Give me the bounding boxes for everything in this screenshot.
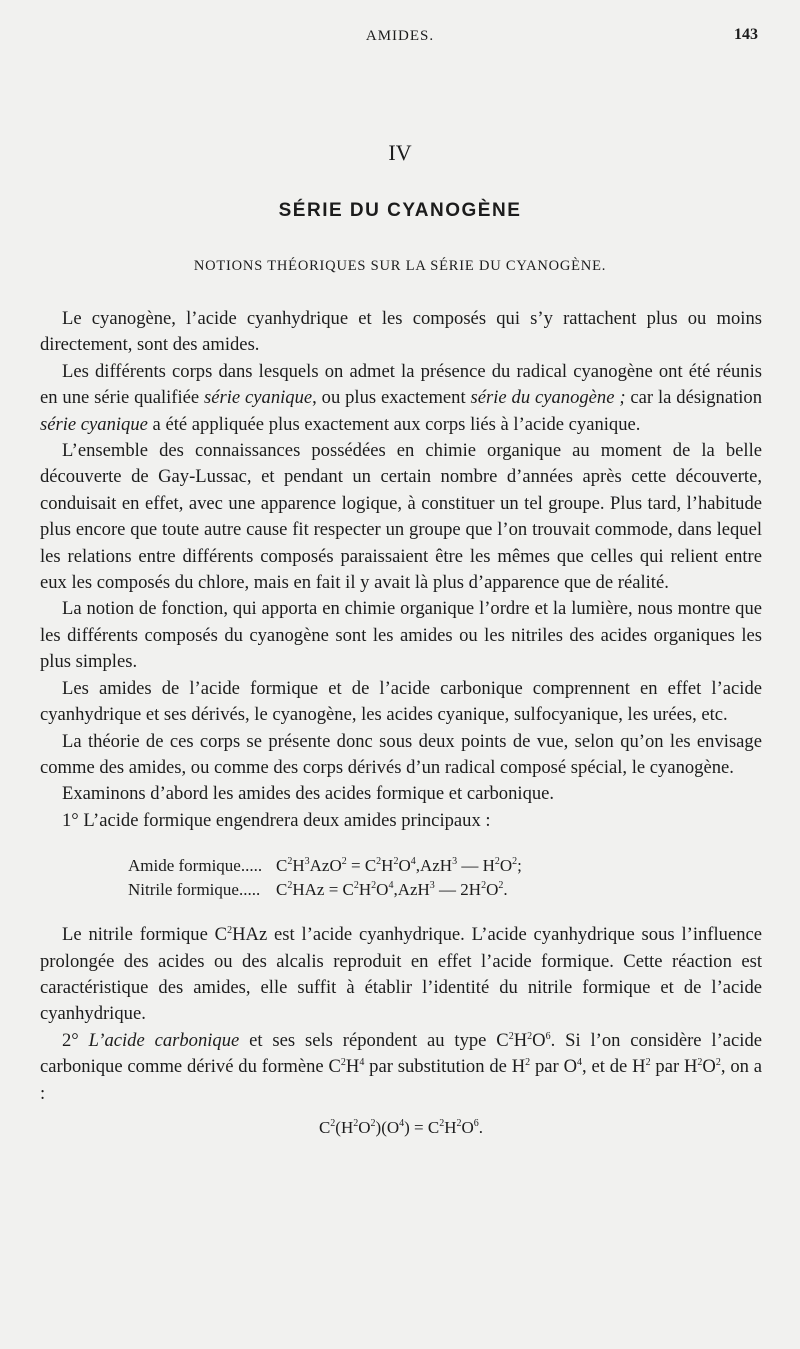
formula-label: Nitrile formique..... xyxy=(128,880,261,900)
paragraph: Examinons d’abord les amides des acides formique et carbonique. xyxy=(62,783,555,805)
paragraph: La notion de fonction, qui apporta en chimie organique l’ordre et la lumière, nous montre que les différents composés du cyanogène sont les amides ou les nitriles des acides organiques les plus simples. xyxy=(40,598,762,673)
body-text xyxy=(40,306,762,1141)
page-number: 143 xyxy=(734,26,758,43)
paragraph: La théorie de ces corps se présente donc sous deux points de vue, selon qu’on les envisage comme des amides, ou comme des corps dérivés d’un radical composé spécial, le cyanogène. xyxy=(40,730,762,778)
paragraph: 2° L’acide carbonique et ses sels répondent au type $C^2H^2O^6$. Si l’on considère l’acide carbonique comme dérivé du formène $C^2H^4$ par substitution de $H^2$ par $O^4$, et de $H^2$ par $H^2O^2$, on a : xyxy=(40,1029,763,1104)
formula-row xyxy=(128,854,762,878)
chapter-title: SÉRIE DU CYANOGÈNE xyxy=(278,200,522,221)
equation: $C^2(H^2O^2)(O^4) = C^2H^2O^6$. xyxy=(318,1117,484,1137)
paragraph: Les amides de l’acide formique et de l’acide carbonique comprennent en effet l’acide cyanhydrique et ses dérivés, le cyanogène, les acides cyanique, sulfocyanique, les urées, etc. xyxy=(40,677,762,726)
formula-row xyxy=(128,878,762,902)
paragraph: Le cyanogène, l’acide cyanhydrique et les composés qui s’y rattachent plus ou moins directement, sont des amides. xyxy=(40,308,762,356)
chapter-number: IV xyxy=(388,140,412,165)
formula: $C^2H^3AzO^2 = C^2H^2O^4,AzH^3$ — $H^2O^2$; xyxy=(276,856,522,876)
formula-block xyxy=(128,854,762,902)
formula: $C^2HAz = C^2H^2O^4,AzH^3$ — $2H^2O^2$. xyxy=(276,880,508,900)
section-title: NOTIONS THÉORIQUES SUR LA SÉRIE DU CYANOGÈNE. xyxy=(193,258,607,274)
paragraph: Le nitrile formique $C^2HAz$ est l’acide cyanhydrique. L’acide cyanhydrique sous l’influence prolongée des acides ou des alcalis reproduit en effet l’acide formique. Cette réaction est caractéristique des amides, elle suffit à établir l’identité du nitrile formique et de l’acide cyanhydrique. xyxy=(40,924,762,1025)
paragraph: 1° L’acide formique engendrera deux amides principaux : xyxy=(62,809,491,831)
formula-label: Amide formique..... xyxy=(128,856,263,876)
paragraph: L’ensemble des connaissances possédées en chimie organique au moment de la belle découverte de Gay-Lussac, et pendant un certain nombre d’années après cette découverte, conduisait en effet, avec une apparence logique, à constituer un tel groupe. Plus tard, l’habitude plus encore que toute autre cause fit respecter un groupe que l’on trouvait commode, dans lequel les relations entre différents composés paraissaient être les mêmes que celles qui relient entre eux les composés du chlore, mais en fait il y avait là plus d’apparence que de réalité. xyxy=(40,440,762,594)
paragraph: Les différents corps dans lesquels on admet la présence du radical cyanogène ont été réunis en une série qualifiée série cyanique, ou plus exactement série du cyanogène ; car la désignation série cyanique a été appliquée plus exactement aux corps liés à l’acide cyanique. xyxy=(40,360,762,435)
running-head: AMIDES. xyxy=(365,28,435,44)
